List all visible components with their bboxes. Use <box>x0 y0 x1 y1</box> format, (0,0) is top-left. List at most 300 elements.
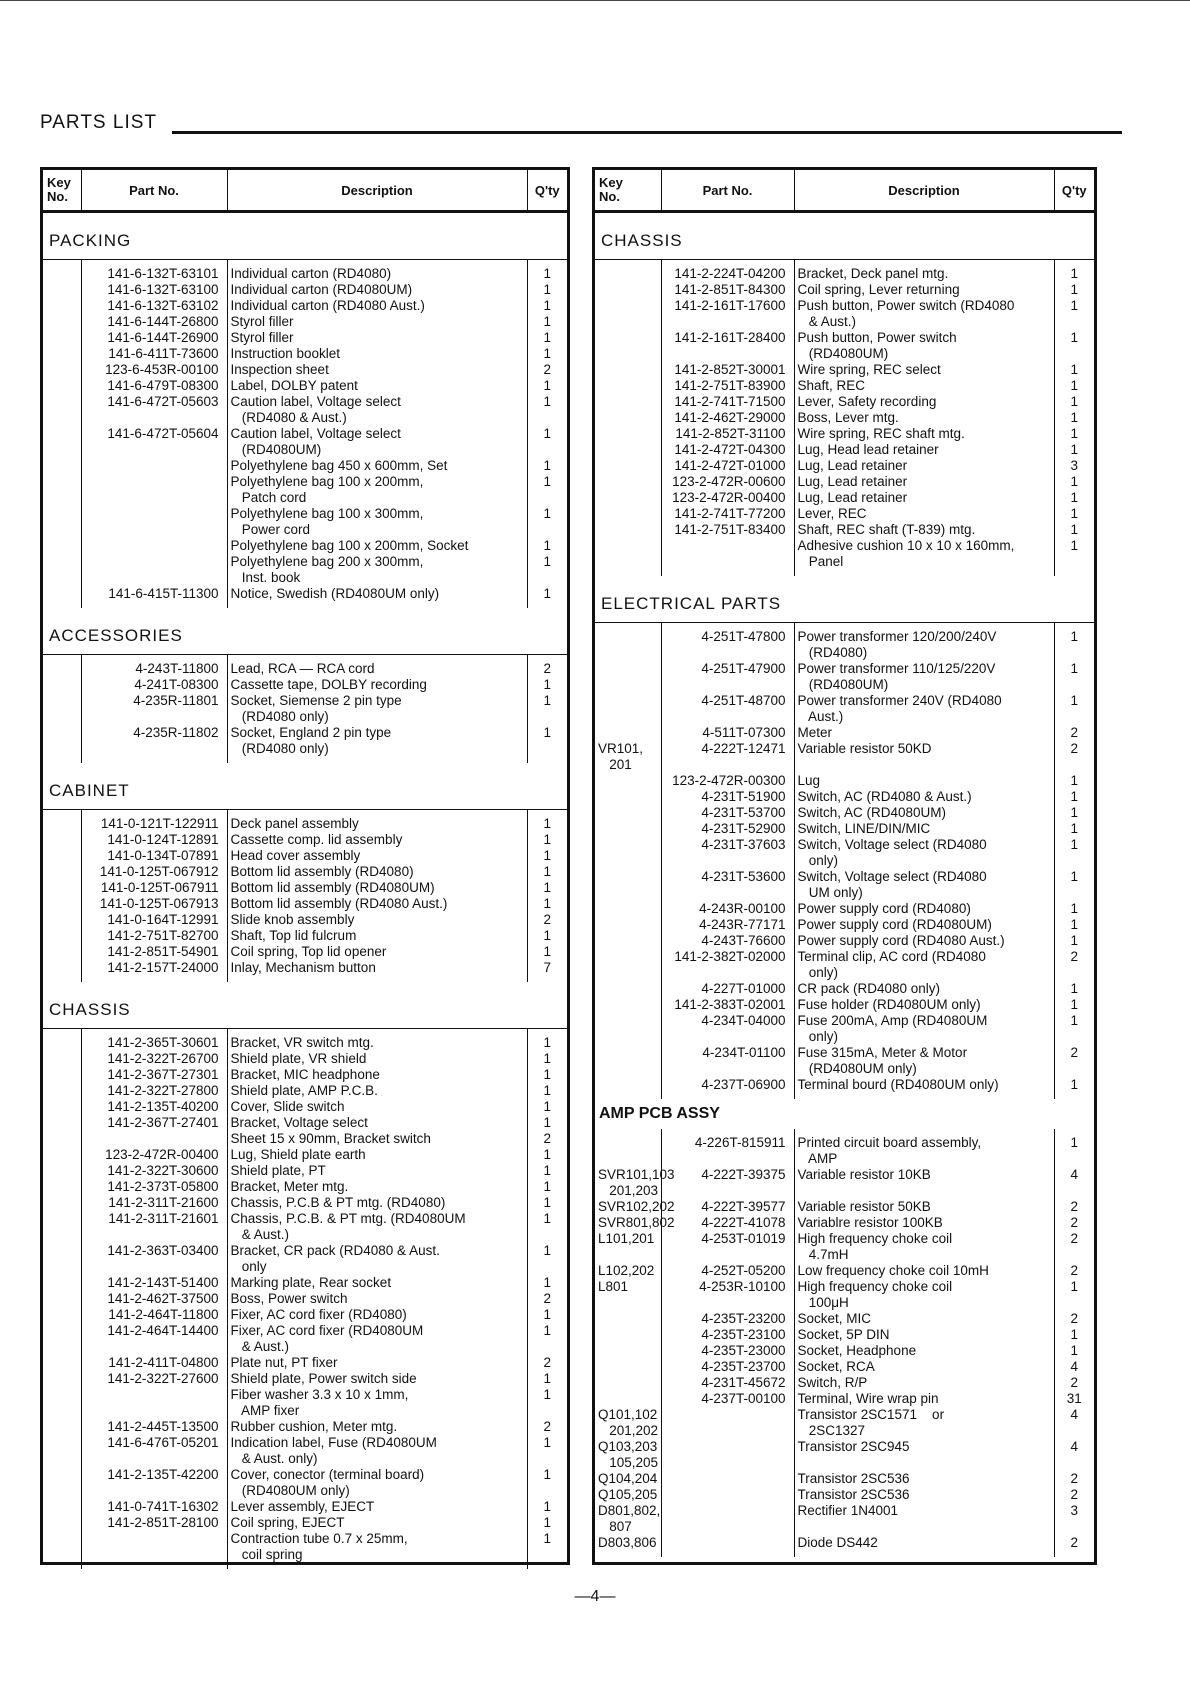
table-row <box>43 570 567 586</box>
description: Lead, RCA — RCA cord <box>227 661 527 677</box>
table-row <box>43 1227 567 1243</box>
table-row <box>43 1403 567 1419</box>
part-no: 141-2-135T-42200 <box>81 1467 227 1483</box>
table-row <box>43 266 567 282</box>
quantity <box>527 410 567 426</box>
table-row <box>43 1419 567 1435</box>
table-row <box>595 266 1094 282</box>
key-no <box>43 1307 81 1323</box>
quantity <box>1054 346 1094 362</box>
description: Socket, Headphone <box>794 1343 1054 1359</box>
table-row <box>595 965 1094 981</box>
description <box>794 757 1054 773</box>
description: Bracket, MIC headphone <box>227 1067 527 1083</box>
table-row <box>43 1259 567 1275</box>
description: 2SC1327 <box>794 1423 1054 1439</box>
description: Panel <box>794 554 1054 570</box>
part-no: 141-0-125T-067911 <box>81 880 227 896</box>
quantity: 1 <box>1070 1135 1078 1150</box>
quantity: 1 <box>1070 362 1078 377</box>
table-row <box>595 1247 1094 1263</box>
part-no: 141-0-124T-12891 <box>81 832 227 848</box>
table-row <box>43 741 567 757</box>
key-no <box>43 1179 81 1195</box>
part-no <box>661 1407 794 1423</box>
table-row <box>595 1167 1094 1183</box>
description: Transistor 2SC945 <box>794 1439 1054 1455</box>
description: AMP fixer <box>227 1403 527 1419</box>
key-no: 105,205 <box>595 1455 661 1471</box>
part-no: 141-2-373T-05800 <box>81 1179 227 1195</box>
part-no: 141-2-472T-01000 <box>661 458 794 474</box>
part-no: 141-2-224T-04200 <box>661 266 794 282</box>
key-no <box>43 693 81 709</box>
key-no <box>43 330 81 346</box>
key-no <box>43 1435 81 1451</box>
table-row <box>43 1083 567 1099</box>
quantity: 2 <box>1070 1535 1078 1550</box>
key-no <box>595 725 661 741</box>
table-row <box>43 1163 567 1179</box>
quantity: 1 <box>543 394 551 409</box>
key-no <box>43 298 81 314</box>
part-no: 141-0-134T-07891 <box>81 848 227 864</box>
description: Inspection sheet <box>227 362 527 378</box>
part-no: 141-2-464T-14400 <box>81 1323 227 1339</box>
table-row <box>595 1439 1094 1455</box>
quantity: 1 <box>1070 789 1078 804</box>
quantity: 1 <box>543 586 551 601</box>
part-no: 4-222T-39577 <box>661 1199 794 1215</box>
quantity: 1 <box>543 896 551 911</box>
part-no: 4-243T-76600 <box>661 933 794 949</box>
key-no <box>43 1499 81 1515</box>
description: Lug <box>794 773 1054 789</box>
key-no <box>595 1247 661 1263</box>
part-no: 4-253R-10100 <box>661 1279 794 1295</box>
quantity <box>1054 314 1094 330</box>
part-no: 4-251T-47800 <box>661 629 794 645</box>
key-no <box>43 490 81 506</box>
key-no <box>595 821 661 837</box>
part-no: 141-2-851T-28100 <box>81 1515 227 1531</box>
description: Chassis, P.C.B. & PT mtg. (RD4080UM <box>227 1211 527 1227</box>
key-no: 201 <box>595 757 661 773</box>
table-row <box>595 282 1094 298</box>
part-no <box>81 1339 227 1355</box>
description: Shaft, Top lid fulcrum <box>227 928 527 944</box>
description: Switch, Voltage select (RD4080 <box>794 869 1054 885</box>
key-no <box>43 1451 81 1467</box>
description: Instruction booklet <box>227 346 527 362</box>
part-no: 141-2-851T-54901 <box>81 944 227 960</box>
table-row <box>43 1531 567 1547</box>
parts-table <box>595 623 1094 1099</box>
part-no: 4-235T-23000 <box>661 1343 794 1359</box>
key-no: 201,203 <box>595 1183 661 1199</box>
part-no <box>81 522 227 538</box>
key-no <box>595 965 661 981</box>
quantity <box>1054 1029 1094 1045</box>
part-no: 4-235R-11801 <box>81 693 227 709</box>
key-no: 201,202 <box>595 1423 661 1439</box>
part-no <box>81 1531 227 1547</box>
key-no <box>43 741 81 757</box>
parts-column-right <box>592 167 1097 1565</box>
key-no <box>43 1275 81 1291</box>
quantity: 1 <box>1070 1013 1078 1028</box>
table-row <box>43 1371 567 1387</box>
key-no <box>43 1211 81 1227</box>
part-no <box>661 346 794 362</box>
key-no <box>595 853 661 869</box>
part-no <box>661 1029 794 1045</box>
part-no: 4-251T-47900 <box>661 661 794 677</box>
description: Diode DS442 <box>794 1535 1054 1551</box>
table-row <box>595 901 1094 917</box>
quantity: 1 <box>543 1243 551 1258</box>
key-no <box>595 645 661 661</box>
key-no <box>43 880 81 896</box>
description: Shield plate, AMP P.C.B. <box>227 1083 527 1099</box>
description: & Aust. only) <box>227 1451 527 1467</box>
table-row <box>43 1179 567 1195</box>
part-no: 141-2-751T-83900 <box>661 378 794 394</box>
key-no <box>43 1227 81 1243</box>
key-no <box>43 1115 81 1131</box>
key-no <box>43 1547 81 1563</box>
description: Power transformer 110/125/220V <box>794 661 1054 677</box>
description: Push button, Power switch (RD4080 <box>794 298 1054 314</box>
table-row <box>43 1355 567 1371</box>
key-no <box>595 394 661 410</box>
table-row <box>43 1051 567 1067</box>
part-no <box>81 458 227 474</box>
parts-body-right <box>595 213 1094 1557</box>
description: Plate nut, PT fixer <box>227 1355 527 1371</box>
part-no: 4-231T-53700 <box>661 805 794 821</box>
part-no <box>81 538 227 554</box>
key-no: Q104,204 <box>595 1471 661 1487</box>
table-row <box>43 832 567 848</box>
description: Contraction tube 0.7 x 25mm, <box>227 1531 527 1547</box>
quantity: 1 <box>543 1275 551 1290</box>
table-row <box>595 1519 1094 1535</box>
quantity <box>1054 709 1094 725</box>
table-row <box>43 1499 567 1515</box>
key-no <box>595 901 661 917</box>
table-row <box>595 789 1094 805</box>
part-no <box>81 1483 227 1499</box>
quantity <box>1054 1295 1094 1311</box>
quantity: 1 <box>1070 933 1078 948</box>
part-no: 141-6-144T-26800 <box>81 314 227 330</box>
key-no <box>43 346 81 362</box>
description: Indication label, Fuse (RD4080UM <box>227 1435 527 1451</box>
part-no: 141-0-125T-067912 <box>81 864 227 880</box>
description: Meter <box>794 725 1054 741</box>
quantity: 2 <box>543 1131 551 1146</box>
description: Boss, Lever mtg. <box>794 410 1054 426</box>
table-row <box>43 880 567 896</box>
key-no <box>43 506 81 522</box>
description: (RD4080) <box>794 645 1054 661</box>
parts-table <box>43 655 567 763</box>
key-no <box>595 522 661 538</box>
description: Bracket, Meter mtg. <box>227 1179 527 1195</box>
part-no: 141-0-741T-16302 <box>81 1499 227 1515</box>
part-no: 141-6-479T-08300 <box>81 378 227 394</box>
table-row <box>595 298 1094 314</box>
description: Bracket, VR switch mtg. <box>227 1035 527 1051</box>
table-row <box>43 896 567 912</box>
part-no: 141-2-161T-17600 <box>661 298 794 314</box>
quantity: 1 <box>1070 629 1078 644</box>
quantity: 1 <box>543 864 551 879</box>
top-border <box>0 0 1190 1</box>
table-row <box>43 1243 567 1259</box>
quantity: 2 <box>1070 1375 1078 1390</box>
description: only) <box>794 965 1054 981</box>
description: 100μH <box>794 1295 1054 1311</box>
quantity <box>1054 1247 1094 1263</box>
table-row <box>595 885 1094 901</box>
table-row <box>595 757 1094 773</box>
key-no <box>595 538 661 554</box>
quantity: 1 <box>543 474 551 489</box>
table-row <box>43 554 567 570</box>
part-no: 4-234T-04000 <box>661 1013 794 1029</box>
key-no <box>43 554 81 570</box>
key-no <box>595 282 661 298</box>
description: Terminal, Wire wrap pin <box>794 1391 1054 1407</box>
quantity: 2 <box>543 362 551 377</box>
part-no: 141-2-135T-40200 <box>81 1099 227 1115</box>
part-no <box>81 490 227 506</box>
quantity: 1 <box>543 458 551 473</box>
quantity: 1 <box>1070 821 1078 836</box>
table-row <box>43 960 567 976</box>
description: Fuse holder (RD4080UM only) <box>794 997 1054 1013</box>
quantity: 1 <box>1070 394 1078 409</box>
table-row <box>43 1099 567 1115</box>
section-title: ACCESSORIES <box>43 608 567 655</box>
table-row <box>595 693 1094 709</box>
table-row <box>595 869 1094 885</box>
quantity: 4 <box>1070 1167 1078 1182</box>
part-no: 141-6-132T-63100 <box>81 282 227 298</box>
table-row <box>595 661 1094 677</box>
key-no <box>43 816 81 832</box>
quantity <box>527 1451 567 1467</box>
quantity <box>1054 965 1094 981</box>
parts-table <box>595 1129 1094 1557</box>
key-no <box>43 1131 81 1147</box>
part-no <box>661 1183 794 1199</box>
quantity: 1 <box>1070 805 1078 820</box>
description: Deck panel assembly <box>227 816 527 832</box>
part-no: 141-6-472T-05604 <box>81 426 227 442</box>
part-no <box>661 1061 794 1077</box>
description: Variable resistor 10KB <box>794 1167 1054 1183</box>
quantity: 1 <box>1070 917 1078 932</box>
key-no <box>595 709 661 725</box>
quantity: 1 <box>543 298 551 313</box>
quantity: 1 <box>1070 266 1078 281</box>
section-title: CABINET <box>43 763 567 810</box>
key-no <box>43 709 81 725</box>
quantity: 1 <box>543 1035 551 1050</box>
part-no: 4-235R-11802 <box>81 725 227 741</box>
key-no <box>43 282 81 298</box>
key-no <box>43 1339 81 1355</box>
key-no <box>595 1359 661 1375</box>
table-row <box>595 677 1094 693</box>
part-no <box>661 554 794 570</box>
quantity: 1 <box>543 1115 551 1130</box>
key-no <box>43 378 81 394</box>
header-key: Key No. <box>595 170 661 212</box>
description: Polyethylene bag 200 x 300mm, <box>227 554 527 570</box>
quantity: 2 <box>1070 725 1078 740</box>
table-row <box>595 538 1094 554</box>
part-no <box>661 538 794 554</box>
part-no: 141-2-311T-21601 <box>81 1211 227 1227</box>
table-row <box>43 410 567 426</box>
part-no: 141-2-741T-77200 <box>661 506 794 522</box>
key-no <box>595 330 661 346</box>
table-row <box>595 805 1094 821</box>
part-no: 123-6-453R-00100 <box>81 362 227 378</box>
description: & Aust.) <box>794 314 1054 330</box>
parts-table <box>43 810 567 982</box>
table-row <box>43 1131 567 1147</box>
part-no <box>661 965 794 981</box>
table-row <box>43 314 567 330</box>
table-row <box>595 741 1094 757</box>
section-title: PACKING <box>43 213 567 260</box>
key-no <box>595 474 661 490</box>
quantity: 1 <box>543 1435 551 1450</box>
description: Polyethylene bag 100 x 300mm, <box>227 506 527 522</box>
description: Bottom lid assembly (RD4080 Aust.) <box>227 896 527 912</box>
key-no: Q103,203 <box>595 1439 661 1455</box>
quantity: 1 <box>543 1211 551 1226</box>
table-row <box>595 554 1094 570</box>
parts-table <box>43 1029 567 1569</box>
quantity <box>527 1227 567 1243</box>
part-no <box>81 474 227 490</box>
key-no: D801,802, <box>595 1503 661 1519</box>
quantity: 1 <box>1070 869 1078 884</box>
quantity <box>1054 1061 1094 1077</box>
key-no <box>595 1061 661 1077</box>
table-row <box>595 1455 1094 1471</box>
part-no: 141-2-143T-51400 <box>81 1275 227 1291</box>
part-no: 4-251T-48700 <box>661 693 794 709</box>
table-row <box>43 282 567 298</box>
key-no <box>43 1163 81 1179</box>
quantity: 2 <box>1070 1045 1078 1060</box>
key-no: 807 <box>595 1519 661 1535</box>
quantity: 2 <box>1070 1199 1078 1214</box>
part-no <box>661 1535 794 1551</box>
description: Power transformer 120/200/240V <box>794 629 1054 645</box>
quantity: 1 <box>1070 474 1078 489</box>
quantity <box>1054 853 1094 869</box>
table-row <box>595 458 1094 474</box>
table-row <box>43 1339 567 1355</box>
part-no <box>661 709 794 725</box>
description: CR pack (RD4080 only) <box>794 981 1054 997</box>
description: (RD4080UM only) <box>794 1061 1054 1077</box>
quantity: 1 <box>543 1163 551 1178</box>
quantity: 1 <box>543 693 551 708</box>
table-row <box>43 1483 567 1499</box>
quantity: 3 <box>1070 458 1078 473</box>
description: Polyethylene bag 100 x 200mm, <box>227 474 527 490</box>
key-no <box>43 1403 81 1419</box>
quantity <box>1054 885 1094 901</box>
key-no <box>43 314 81 330</box>
description: only <box>227 1259 527 1275</box>
part-no: 141-2-462T-29000 <box>661 410 794 426</box>
description: Patch cord <box>227 490 527 506</box>
description: Switch, AC (RD4080UM) <box>794 805 1054 821</box>
part-no: 141-6-144T-26900 <box>81 330 227 346</box>
description: Sheet 15 x 90mm, Bracket switch <box>227 1131 527 1147</box>
description: Boss, Power switch <box>227 1291 527 1307</box>
part-no <box>661 314 794 330</box>
quantity <box>1054 757 1094 773</box>
quantity <box>527 522 567 538</box>
table-row <box>43 490 567 506</box>
key-no <box>595 1029 661 1045</box>
table-row <box>43 1115 567 1131</box>
table-row <box>595 1327 1094 1343</box>
table-row <box>595 1151 1094 1167</box>
quantity: 1 <box>543 1067 551 1082</box>
key-no <box>595 458 661 474</box>
table-row <box>595 426 1094 442</box>
quantity: 1 <box>1070 997 1078 1012</box>
part-no: 141-2-411T-04800 <box>81 1355 227 1371</box>
key-no <box>43 458 81 474</box>
description: Individual carton (RD4080 Aust.) <box>227 298 527 314</box>
key-no <box>43 1259 81 1275</box>
table-row <box>595 1231 1094 1247</box>
table-row <box>595 1013 1094 1029</box>
description: Socket, 5P DIN <box>794 1327 1054 1343</box>
quantity: 3 <box>1070 1503 1078 1518</box>
key-no <box>595 298 661 314</box>
quantity: 2 <box>543 1419 551 1434</box>
key-no <box>43 928 81 944</box>
key-no <box>43 474 81 490</box>
description: Socket, MIC <box>794 1311 1054 1327</box>
quantity: 1 <box>1070 1327 1078 1342</box>
key-no <box>595 773 661 789</box>
part-no <box>661 1295 794 1311</box>
part-no: 4-226T-815911 <box>661 1135 794 1151</box>
key-no <box>595 314 661 330</box>
part-no <box>661 1455 794 1471</box>
key-no: SVR102,202 <box>595 1199 661 1215</box>
page-number: —4— <box>574 1588 616 1605</box>
description: Wire spring, REC select <box>794 362 1054 378</box>
key-no <box>43 661 81 677</box>
part-no: 141-2-464T-11800 <box>81 1307 227 1323</box>
